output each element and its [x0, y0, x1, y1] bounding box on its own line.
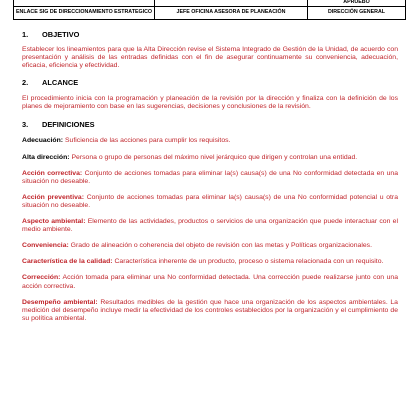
definition-item: Conveniencia: Grado de alineación o coherencia del objeto de revisión con las metas y Políticas organizacionales.: [22, 242, 372, 250]
definition-item: Característica de la calidad: Característica inherente de un producto, proceso o sistema relacionada con un requisito.: [22, 258, 384, 266]
definition-item: Acción preventiva: Conjunto de acciones tomadas para eliminar la(s) causa(s) de una No conformidad potencial u otra situación no deseable.: [22, 193, 399, 209]
definition-item: Aspecto ambiental: Elemento de las actividades, productos o servicios de una organización que puede interactuar con el medio ambiente.: [22, 218, 398, 234]
section-heading-alcance: 2. ALCANCE: [22, 78, 79, 88]
definition-item: Acción correctiva: Conjunto de acciones tomadas para eliminar la(s) causa(s) de una No conformidad detectada en una situación no deseable.: [22, 169, 398, 185]
section-text-alcance: El procedimiento inicia con la programación y planeación de la revisión por la dirección y finaliza con la definición de los planes de mejoramiento con base en las sugerencias, decisiones y conclusiones de la revisión.: [22, 95, 398, 111]
section-heading-definiciones: 3. DEFINICIONES: [22, 120, 95, 130]
approval-header-table: [13, 0, 406, 20]
header-cell-elaboro: ENLACE SIG DE DIRECCIONAMIENTO ESTRATEGICO: [14, 7, 155, 20]
header-cell-reviso: JEFE OFICINA ASESORA DE PLANEACIÓN: [155, 7, 308, 20]
definition-item: Adecuación: Suficiencia de las acciones para cumplir los requisitos.: [22, 137, 231, 145]
section-text-objetivo: Establecer los lineamientos para que la Alta Dirección revise el Sistema Integrado de Gestión de la Unidad, de acuerdo con presentación y análisis de las entradas definidas con el fin de asegurar continuamente su conveniencia, adecuación, eficacia, eficiencia y efectividad.: [22, 46, 398, 70]
definition-item: Corrección: Acción tomada para eliminar una No conformidad detectada. Una corrección puede realizarse junto con una acción correctiva.: [22, 274, 398, 290]
header-cell-aprobo: APRUEBO: [308, 0, 406, 7]
header-cell-aprueba: DIRECCIÓN GENERAL: [308, 7, 406, 20]
definition-item: Desempeño ambiental: Resultados medibles de la gestión que hace una organización de los aspectos ambientales. La medición del desempeño incluye medir la efectividad de los controles establecidos por la organización y el cumplimiento de su política ambiental.: [22, 298, 398, 322]
definition-item: Alta dirección: Persona o grupo de personas del máximo nivel jerárquico que dirigen y controlan una entidad.: [22, 153, 358, 161]
section-heading-objetivo: 1. OBJETIVO: [22, 30, 80, 39]
document-body: [22, 30, 398, 323]
